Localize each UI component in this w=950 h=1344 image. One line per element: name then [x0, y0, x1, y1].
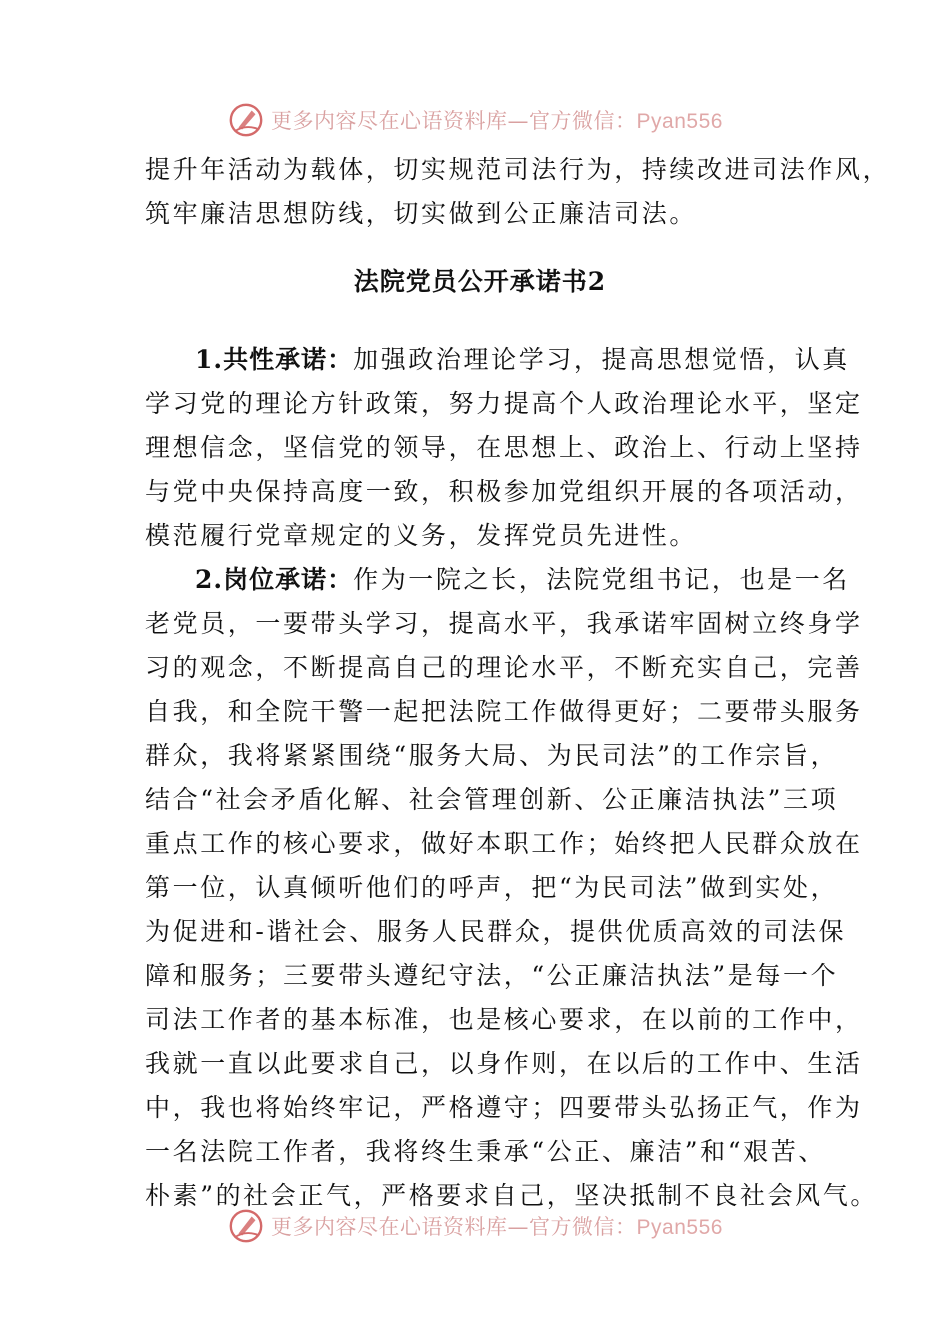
document-body: [145, 148, 891, 1218]
text-line: 中，我也将始终牢记，严格遵守；四要带头弘扬正气，作为: [145, 1093, 863, 1122]
text-line: 为促进和-谐社会、服务人民群众，提供优质高效的司法保: [145, 917, 847, 946]
logo-icon: [227, 101, 265, 139]
text-line: 结合“社会矛盾化解、社会管理创新、公正廉洁执法”三项: [145, 785, 839, 814]
text-line: 障和服务；三要带头遵纪守法，“公正廉洁执法”是每一个: [145, 961, 839, 990]
text-line: 老党员，一要带头学习，提高水平，我承诺牢固树立终身学: [145, 609, 863, 638]
text-line: 我就一直以此要求自己，以身作则，在以后的工作中、生活: [145, 1049, 863, 1078]
commitment-label: 2.岗位承诺：: [195, 565, 354, 594]
text-line: 重点工作的核心要求，做好本职工作；始终把人民群众放在: [145, 829, 863, 858]
text-line: 一名法院工作者，我将终生秉承“公正、廉洁”和“艰苦、: [145, 1137, 826, 1166]
header-watermark: [0, 100, 950, 140]
text-line: 习的观念，不断提高自己的理论水平，不断充实自己，完善: [145, 653, 863, 682]
footer-watermark: [0, 1206, 950, 1246]
text-line: 第一位，认真倾听他们的呼声，把“为民司法”做到实处，: [145, 873, 839, 902]
text-line: 学习党的理论方针政策，努力提高个人政治理论水平，坚定: [145, 389, 863, 418]
text-line: 模范履行党章规定的义务，发挥党员先进性。: [145, 521, 698, 550]
text-line: 群众，我将紧紧围绕“服务大局、为民司法”的工作宗旨，: [145, 741, 839, 770]
paragraph-first-line: 2.岗位承诺：作为一院之长，法院党组书记，也是一名: [195, 565, 850, 594]
text-line: 司法工作者的基本标准，也是核心要求，在以前的工作中，: [145, 1005, 863, 1034]
document-title: 法院党员公开承诺书2: [353, 267, 607, 296]
text-line: 与党中央保持高度一致，积极参加党组织开展的各项活动，: [145, 477, 863, 506]
text-line: 朴素”的社会正气，严格要求自己，坚决抵制不良社会风气。: [145, 1181, 878, 1210]
commitment-label: 1.共性承诺：: [195, 345, 354, 374]
text-line: 自我，和全院干警一起把法院工作做得更好；二要带头服务: [145, 697, 863, 726]
text-line: 筑牢廉洁思想防线，切实做到公正廉洁司法。: [145, 199, 698, 228]
watermark-text: 更多内容尽在心语资料库—官方微信：Pyan556: [271, 1215, 723, 1239]
logo-icon: [227, 1207, 265, 1245]
paragraph-first-line: 1.共性承诺：加强政治理论学习，提高思想觉悟，认真: [195, 345, 850, 374]
text-line: 提升年活动为载体，切实规范司法行为，持续改进司法作风，: [145, 155, 891, 184]
watermark-text: 更多内容尽在心语资料库—官方微信：Pyan556: [271, 109, 723, 133]
text-line: 理想信念，坚信党的领导，在思想上、政治上、行动上坚持: [145, 433, 863, 462]
